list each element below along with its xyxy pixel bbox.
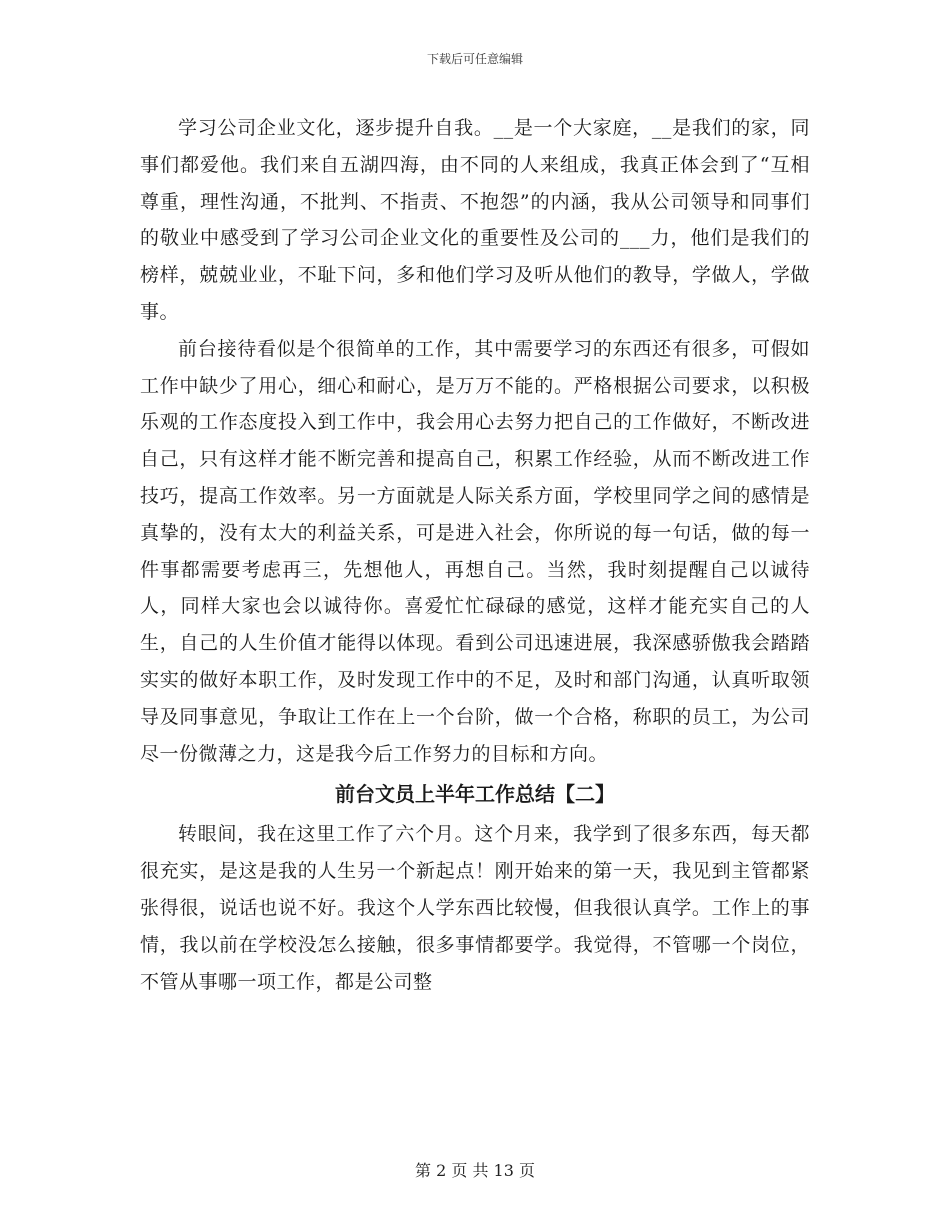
document-body (140, 110, 810, 1000)
section-title: 前台文员上半年工作总结【二】 (335, 782, 615, 807)
paragraph-1: 学习公司企业文化，逐步提升自我。__是一个大家庭，__是我们的家，同事们都爱他。我们来自五湖四海，由不同的人来组成，我真正体会到了“互相尊重，理性沟通，不批判、不指责、不抱怨”的内涵，我从公司领导和同事们的敬业中感受到了学习公司企业文化的重要性及公司的___力，他们是我们的榜样，兢兢业业，不耻下问，多和他们学习及听从他们的教导，学做人，学做事。 (140, 117, 810, 323)
page-number: 第 2 页 共 13 页 (415, 1161, 535, 1180)
paragraph-3: 转眼间，我在这里工作了六个月。这个月来，我学到了很多东西，每天都很充实，是这是我的人生另一个新起点！刚开始来的第一天，我见到主管都紧张得很，说话也说不好。我这个人学东西比较慢，但我很认真学。工作上的事情，我以前在学校没怎么接触，很多事情都要学。我觉得，不管哪一个岗位，不管从事哪一项工作，都是公司整 (140, 823, 810, 993)
page-header-note: 下载后可任意编辑 (426, 52, 523, 66)
paragraph-2: 前台接待看似是个很简单的工作，其中需要学习的东西还有很多，可假如工作中缺少了用心，细心和耐心，是万万不能的。严格根据公司要求，以积极乐观的工作态度投入到工作中，我会用心去努力把自己的工作做好，不断改进自己，只有这样才能不断完善和提高自己，积累工作经验，从而不断改进工作技巧，提高工作效率。另一方面就是人际关系方面，学校里同学之间的感情是真挚的，没有太大的利益关系，可是进入社会，你所说的每一句话，做的每一件事都需要考虑再三，先想他人，再想自己。当然，我时刻提醒自己以诚待人，同样大家也会以诚待你。喜爱忙忙碌碌的感觉，这样才能充实自己的人生，自己的人生价值才能得以体现。看到公司迅速进展，我深感骄傲我会踏踏实实的做好本职工作，及时发现工作中的不足，及时和部门沟通，认真听取领导及同事意见，争取让工作在上一个台阶，做一个合格，称职的员工，为公司尽一份微薄之力，这是我今后工作努力的目标和方向。 (140, 337, 810, 765)
